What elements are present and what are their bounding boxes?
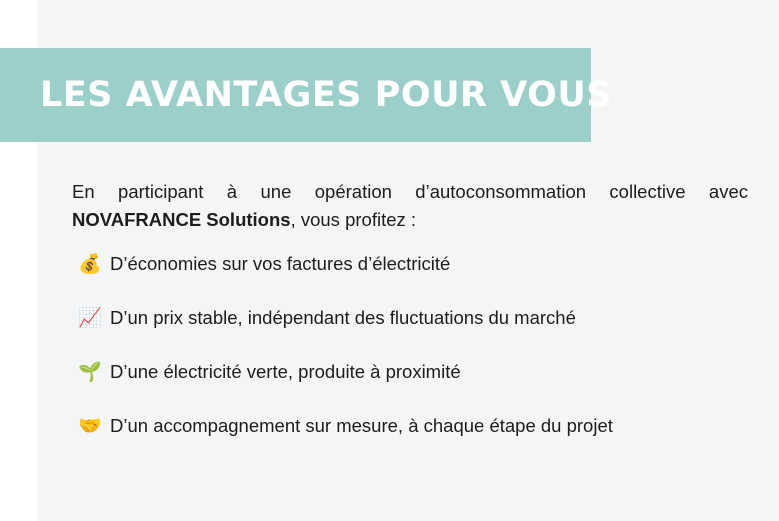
title-band	[0, 48, 612, 142]
handshake-icon: 🤝	[78, 415, 102, 437]
intro-text-before: En participant à une opération d’autoconsommation collective avec	[72, 181, 748, 202]
list-item-label: D’une électricité verte, produite à proximité	[110, 361, 461, 382]
list-item	[78, 304, 758, 332]
list-item	[78, 250, 758, 278]
brand-name: NOVAFRANCE Solutions	[72, 208, 291, 230]
chart-increasing-icon: 📈	[78, 307, 102, 329]
intro-text-after: , vous profitez :	[290, 208, 417, 230]
money-bag-icon: 💰	[78, 253, 102, 275]
list-item	[78, 358, 758, 386]
list-item-label: D’économies sur vos factures d’électricité	[110, 253, 451, 274]
intro-paragraph	[72, 178, 748, 234]
list-item-label: D’un prix stable, indépendant des fluctuations du marché	[110, 307, 576, 328]
benefits-list	[78, 250, 758, 466]
list-item-label: D’un accompagnement sur mesure, à chaque étape du projet	[110, 415, 613, 436]
page-title: LES AVANTAGES POUR VOUS	[40, 74, 612, 115]
list-item	[78, 412, 758, 440]
seedling-icon: 🌱	[78, 361, 102, 383]
